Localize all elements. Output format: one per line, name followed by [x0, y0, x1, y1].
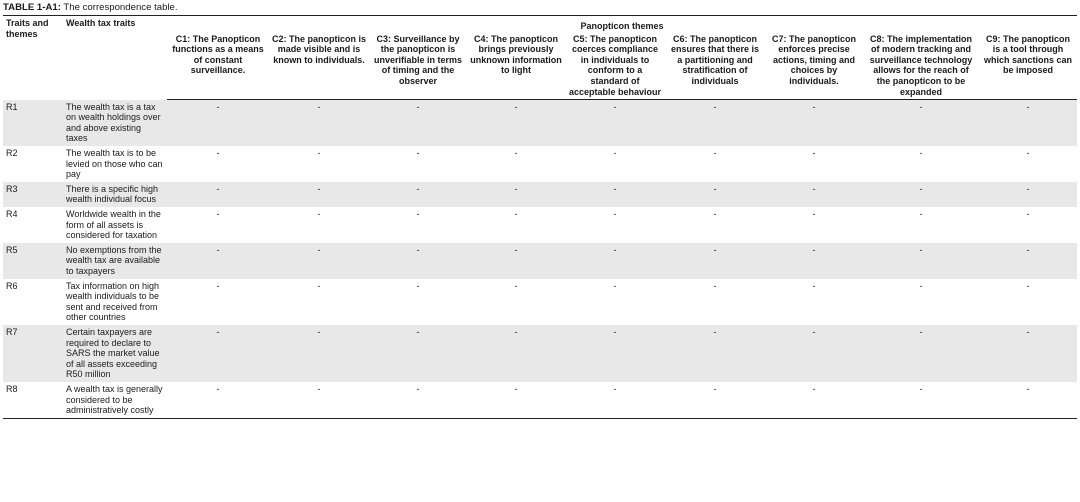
cell-c1: - — [216, 244, 220, 255]
cell-c8: - — [919, 244, 923, 255]
cell-c4: - — [514, 280, 518, 291]
row-id: R2 — [6, 148, 18, 159]
row-id: R1 — [6, 101, 18, 112]
cell-c4: - — [514, 102, 518, 113]
cell-c5: - — [613, 209, 617, 219]
row-trait: The wealth tax is to be levied on those who can pay — [66, 148, 163, 180]
header-traits-and-themes: Traits and themes — [6, 18, 49, 39]
row-trait: No exemptions from the wealth tax are available to taxpayers — [66, 244, 162, 276]
caption-text: The correspondence table. — [60, 2, 178, 13]
header-theme-c2: C2: The panopticon is made visible and is known to individuals. — [269, 32, 369, 100]
table-row — [3, 207, 1077, 243]
cell-c4: - — [514, 383, 518, 394]
cell-c1: - — [216, 102, 220, 113]
row-id: R6 — [6, 280, 18, 291]
cell-c3: - — [416, 244, 420, 255]
header-theme-c5: C5: The panopticon coerces compliance in individuals to conform to a standard of acceptable behaviour — [565, 32, 665, 100]
header-theme-c9: C9: The panopticon is a tool through which sanctions can be imposed — [979, 32, 1077, 100]
header-theme-c7: C7: The panopticon enforces precise actions, timing and choices by individuals. — [765, 32, 863, 100]
table-figure — [3, 0, 1077, 419]
cell-c5: - — [613, 148, 617, 159]
cell-c6: - — [713, 244, 717, 255]
cell-c8: - — [919, 383, 923, 394]
cell-c8: - — [919, 326, 923, 337]
row-id: R4 — [6, 209, 18, 219]
cell-c4: - — [514, 148, 518, 159]
cell-c2: - — [317, 326, 321, 337]
table-row — [3, 182, 1077, 207]
cell-c6: - — [713, 209, 717, 219]
header-theme-c6: C6: The panopticon ensures that there is a partitioning and stratification of individuals — [665, 32, 765, 100]
cell-c5: - — [613, 183, 617, 194]
cell-c7: - — [812, 148, 816, 159]
cell-c9: - — [1026, 183, 1030, 194]
cell-c2: - — [317, 102, 321, 113]
cell-c4: - — [514, 244, 518, 255]
cell-c1: - — [216, 326, 220, 337]
header-theme-c4: C4: The panopticon brings previously unknown information to light — [467, 32, 565, 100]
cell-c3: - — [416, 326, 420, 337]
cell-c6: - — [713, 148, 717, 159]
header-theme-c1: C1: The Panopticon functions as a means of constant surveillance. — [167, 32, 269, 100]
row-trait: Tax information on high wealth individuals to be sent and received from other countries — [66, 280, 160, 323]
cell-c3: - — [416, 102, 420, 113]
cell-c8: - — [919, 209, 923, 219]
cell-c9: - — [1026, 280, 1030, 291]
cell-c6: - — [713, 326, 717, 337]
cell-c4: - — [514, 326, 518, 337]
cell-c5: - — [613, 244, 617, 255]
cell-c8: - — [919, 280, 923, 291]
cell-c6: - — [713, 102, 717, 113]
cell-c7: - — [812, 183, 816, 194]
cell-c9: - — [1026, 383, 1030, 394]
row-id: R3 — [6, 183, 18, 194]
table-row — [3, 146, 1077, 182]
cell-c7: - — [812, 102, 816, 113]
cell-c1: - — [216, 383, 220, 394]
cell-c5: - — [613, 383, 617, 394]
table-body — [3, 100, 1077, 419]
row-trait: There is a specific high wealth individual focus — [66, 183, 159, 205]
cell-c2: - — [317, 244, 321, 255]
row-trait: Worldwide wealth in the form of all assets is considered for taxation — [66, 209, 161, 241]
cell-c3: - — [416, 183, 420, 194]
cell-c5: - — [613, 102, 617, 113]
cell-c2: - — [317, 183, 321, 194]
cell-c7: - — [812, 209, 816, 219]
cell-c8: - — [919, 148, 923, 159]
cell-c7: - — [812, 326, 816, 337]
cell-c3: - — [416, 148, 420, 159]
row-id: R8 — [6, 383, 18, 394]
caption-label: TABLE 1-A1: — [3, 2, 61, 13]
cell-c8: - — [919, 183, 923, 194]
cell-c2: - — [317, 148, 321, 159]
cell-c6: - — [713, 183, 717, 194]
row-trait: The wealth tax is a tax on wealth holdings over and above existing taxes — [66, 101, 161, 144]
row-trait: Certain taxpayers are required to declare to SARS the market value of all assets exceeding R50 million — [66, 326, 160, 380]
cell-c6: - — [713, 383, 717, 394]
cell-c2: - — [317, 383, 321, 394]
cell-c9: - — [1026, 209, 1030, 219]
cell-c9: - — [1026, 102, 1030, 113]
header-row-group — [3, 16, 1077, 32]
cell-c9: - — [1026, 244, 1030, 255]
row-id: R7 — [6, 326, 18, 337]
header-wealth-tax-traits: Wealth tax traits — [66, 18, 136, 28]
table-row — [3, 325, 1077, 382]
table-caption — [3, 2, 1077, 15]
cell-c9: - — [1026, 326, 1030, 337]
cell-c7: - — [812, 383, 816, 394]
cell-c2: - — [317, 280, 321, 291]
correspondence-table — [3, 15, 1077, 419]
cell-c3: - — [416, 209, 420, 219]
cell-c2: - — [317, 209, 321, 219]
table-row — [3, 382, 1077, 418]
cell-c8: - — [919, 102, 923, 113]
cell-c1: - — [216, 280, 220, 291]
cell-c1: - — [216, 183, 220, 194]
cell-c3: - — [416, 383, 420, 394]
cell-c5: - — [613, 280, 617, 291]
cell-c4: - — [514, 209, 518, 219]
cell-c4: - — [514, 183, 518, 194]
cell-c7: - — [812, 244, 816, 255]
table-row — [3, 279, 1077, 325]
cell-c5: - — [613, 326, 617, 337]
cell-c1: - — [216, 209, 220, 219]
cell-c7: - — [812, 280, 816, 291]
header-panopticon-themes: Panopticon themes — [580, 21, 664, 31]
table-row — [3, 100, 1077, 146]
cell-c3: - — [416, 280, 420, 291]
cell-c1: - — [216, 148, 220, 159]
cell-c9: - — [1026, 148, 1030, 159]
header-theme-c8: C8: The implementation of modern tracking and surveillance technology allows for the reach of the panopticon to be expanded — [863, 32, 979, 100]
row-trait: A wealth tax is generally considered to be administratively costly — [66, 383, 163, 416]
table-row — [3, 243, 1077, 279]
row-id: R5 — [6, 244, 18, 255]
cell-c6: - — [713, 280, 717, 291]
header-theme-c3: C3: Surveillance by the panopticon is unverifiable in terms of timing and the observer — [369, 32, 467, 100]
